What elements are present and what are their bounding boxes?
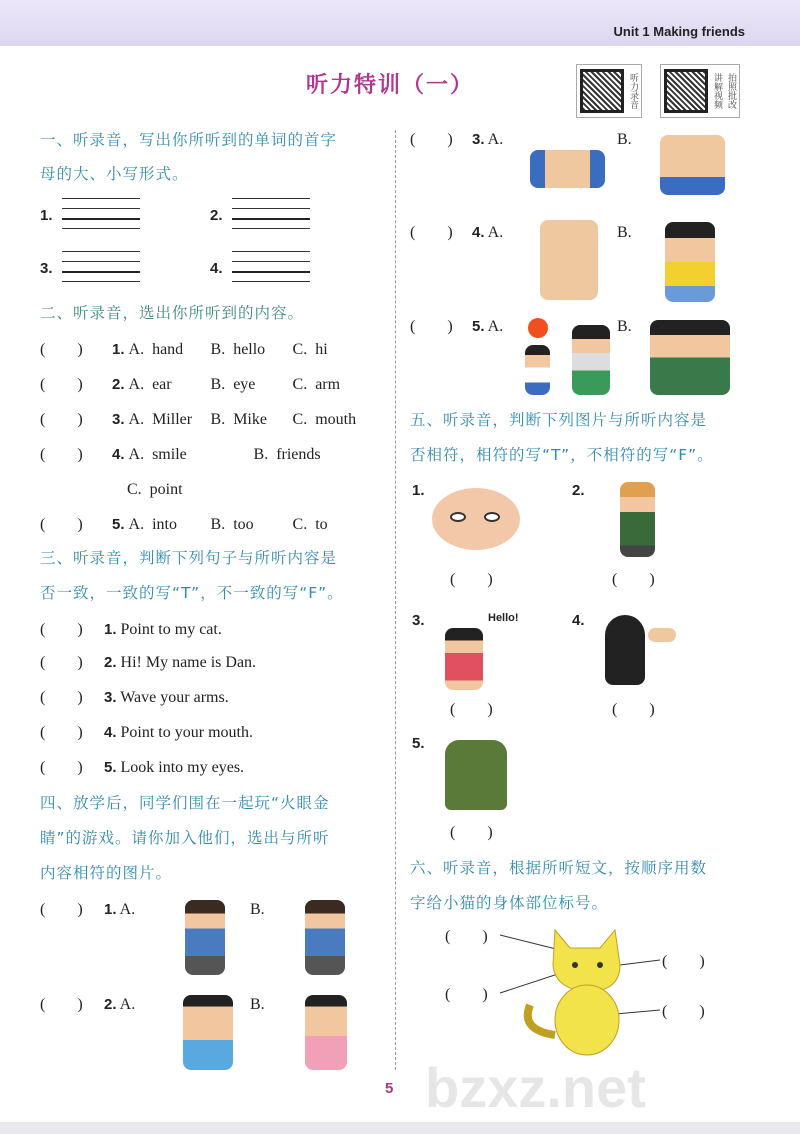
section5-heading: 五、听录音，判断下列图片与所听内容是: [410, 411, 708, 429]
item-number: 4.: [572, 612, 585, 629]
option-b: B.: [250, 996, 265, 1013]
section2-heading: 二、听录音，选出你所听到的内容。: [40, 304, 305, 322]
boy-ears-image: [183, 995, 233, 1070]
cat-diagram: [495, 920, 670, 1060]
writing-lines[interactable]: [232, 251, 310, 291]
qr-listening[interactable]: [576, 64, 642, 118]
option-b: B.: [250, 901, 265, 918]
girl-smiling-image: [665, 222, 715, 302]
pointing-hand-image: [648, 628, 676, 642]
question-row: ( ) 1. A. hand B. hello C. hi: [40, 341, 328, 358]
option-b: B.: [617, 318, 632, 335]
question-row: ( ) 5. A.: [410, 318, 504, 335]
answer-blank[interactable]: ( ): [662, 1003, 705, 1020]
section6-heading: 字给小猫的身体部位标号。: [410, 894, 609, 912]
answer-blank[interactable]: ( ): [40, 689, 83, 706]
answer-blank[interactable]: ( ): [410, 131, 453, 148]
qr-label: 讲解视频: [712, 73, 722, 109]
section5-heading: 否相符，相符的写“T”，不相符的写“F”。: [410, 446, 714, 464]
qr-label: 听力录音: [628, 73, 638, 109]
page-title: 听力特训（一）: [305, 73, 474, 98]
question-row: ( ) 3. Wave your arms.: [40, 689, 229, 706]
writing-lines[interactable]: [62, 251, 140, 291]
question-row: ( ) 1. A.: [40, 901, 136, 918]
answer-blank[interactable]: ( ): [40, 901, 83, 918]
girl-waving-image: [620, 482, 655, 557]
answer-blank[interactable]: ( ): [40, 621, 83, 638]
woman-image: [572, 325, 610, 395]
answer-blank[interactable]: ( ): [40, 446, 83, 463]
answer-blank[interactable]: ( ): [450, 824, 493, 841]
answer-blank[interactable]: ( ): [40, 996, 83, 1013]
answer-blank[interactable]: ( ): [445, 928, 488, 945]
answer-blank[interactable]: ( ): [40, 376, 83, 393]
question-row: ( ) 4. A. smile B. friends: [40, 446, 321, 463]
question-row: ( ) 4. Point to your mouth.: [40, 724, 253, 741]
question-row: ( ) 2. A. ear B. eye C. arm: [40, 376, 341, 393]
arm-image: [540, 220, 598, 300]
answer-blank[interactable]: ( ): [40, 341, 83, 358]
clapping-hands-image: [660, 135, 725, 195]
item-number: 1.: [412, 482, 425, 499]
item-number: 2.: [572, 482, 585, 499]
qr-label: 拍照批改: [726, 73, 736, 109]
option-b: B.: [617, 224, 632, 241]
two-friends-image: [650, 320, 730, 395]
girl-image: [305, 995, 347, 1070]
question-row: ( ) 5. Look into my eyes.: [40, 759, 245, 776]
section6-heading: 六、听录音，根据所听短文，按顺序用数: [410, 859, 708, 877]
question-row: ( ) 1. Point to my cat.: [40, 621, 222, 638]
answer-blank[interactable]: ( ): [450, 701, 493, 718]
question-row: ( ) 4. A.: [410, 224, 504, 241]
section1-heading: 一、听录音，写出你所听到的单词的首字: [40, 131, 338, 149]
section1-heading: 母的大、小写形式。: [40, 165, 189, 183]
answer-blank[interactable]: ( ): [410, 224, 453, 241]
cat-image: [605, 615, 645, 685]
eyes-image: [432, 488, 520, 550]
answer-blank[interactable]: ( ): [40, 516, 83, 533]
answer-blank[interactable]: ( ): [612, 701, 655, 718]
question-row: ( ) 3. A. Miller B. Mike C. mouth: [40, 411, 357, 428]
page-number: 5: [385, 1080, 394, 1097]
column-divider: [395, 130, 396, 1070]
section3-heading: 否一致，一致的写“T”，不一致的写“F”。: [40, 584, 344, 602]
answer-blank[interactable]: ( ): [40, 654, 83, 671]
watermark: bzxz.net: [425, 1056, 646, 1119]
boy-image: [525, 345, 550, 395]
girl-hello-image: [445, 628, 483, 690]
speech-bubble: Hello!: [488, 612, 519, 624]
bottom-edge: [0, 1122, 800, 1134]
answer-blank[interactable]: ( ): [40, 759, 83, 776]
section4-heading: 睛”的游戏。请你加入他们，选出与所听: [40, 829, 330, 847]
boy-pointing-eye-image: [185, 900, 225, 975]
qr-code-icon: [580, 69, 624, 113]
writing-lines[interactable]: [232, 198, 310, 238]
question-row: ( ) 2. A.: [40, 996, 136, 1013]
boy-pointing-mouth-image: [305, 900, 345, 975]
question-row: ( ) 3. A.: [410, 131, 504, 148]
unit-title: Unit 1 Making friends: [613, 24, 745, 39]
option-b: B.: [617, 131, 632, 148]
answer-blank[interactable]: ( ): [450, 571, 493, 588]
answer-blank[interactable]: ( ): [445, 986, 488, 1003]
item-number: 4.: [210, 260, 223, 277]
section4-heading: 四、放学后，同学们围在一起玩“火眼金: [40, 794, 330, 812]
section4-heading: 内容相符的图片。: [40, 864, 173, 882]
answer-blank[interactable]: ( ): [40, 411, 83, 428]
option-c: C. point: [127, 481, 183, 498]
qr-video[interactable]: [660, 64, 740, 118]
answer-blank[interactable]: ( ): [612, 571, 655, 588]
item-number: 3.: [40, 260, 53, 277]
header-band: [0, 0, 800, 46]
sun-icon: [528, 318, 548, 338]
section3-heading: 三、听录音，判断下列句子与所听内容是: [40, 549, 338, 567]
item-number: 2.: [210, 207, 223, 224]
writing-lines[interactable]: [62, 198, 140, 238]
question-row: ( ) 2. Hi! My name is Dan.: [40, 654, 257, 671]
question-row: ( ) 5. A. into B. too C. to: [40, 516, 328, 533]
answer-blank[interactable]: ( ): [410, 318, 453, 335]
item-number: 3.: [412, 612, 425, 629]
handshake-image: [530, 150, 605, 188]
answer-blank[interactable]: ( ): [40, 724, 83, 741]
item-number: 5.: [412, 735, 425, 752]
schoolbag-image: [445, 740, 507, 810]
answer-blank[interactable]: ( ): [662, 953, 705, 970]
qr-code-icon: [664, 69, 708, 113]
item-number: 1.: [40, 207, 53, 224]
